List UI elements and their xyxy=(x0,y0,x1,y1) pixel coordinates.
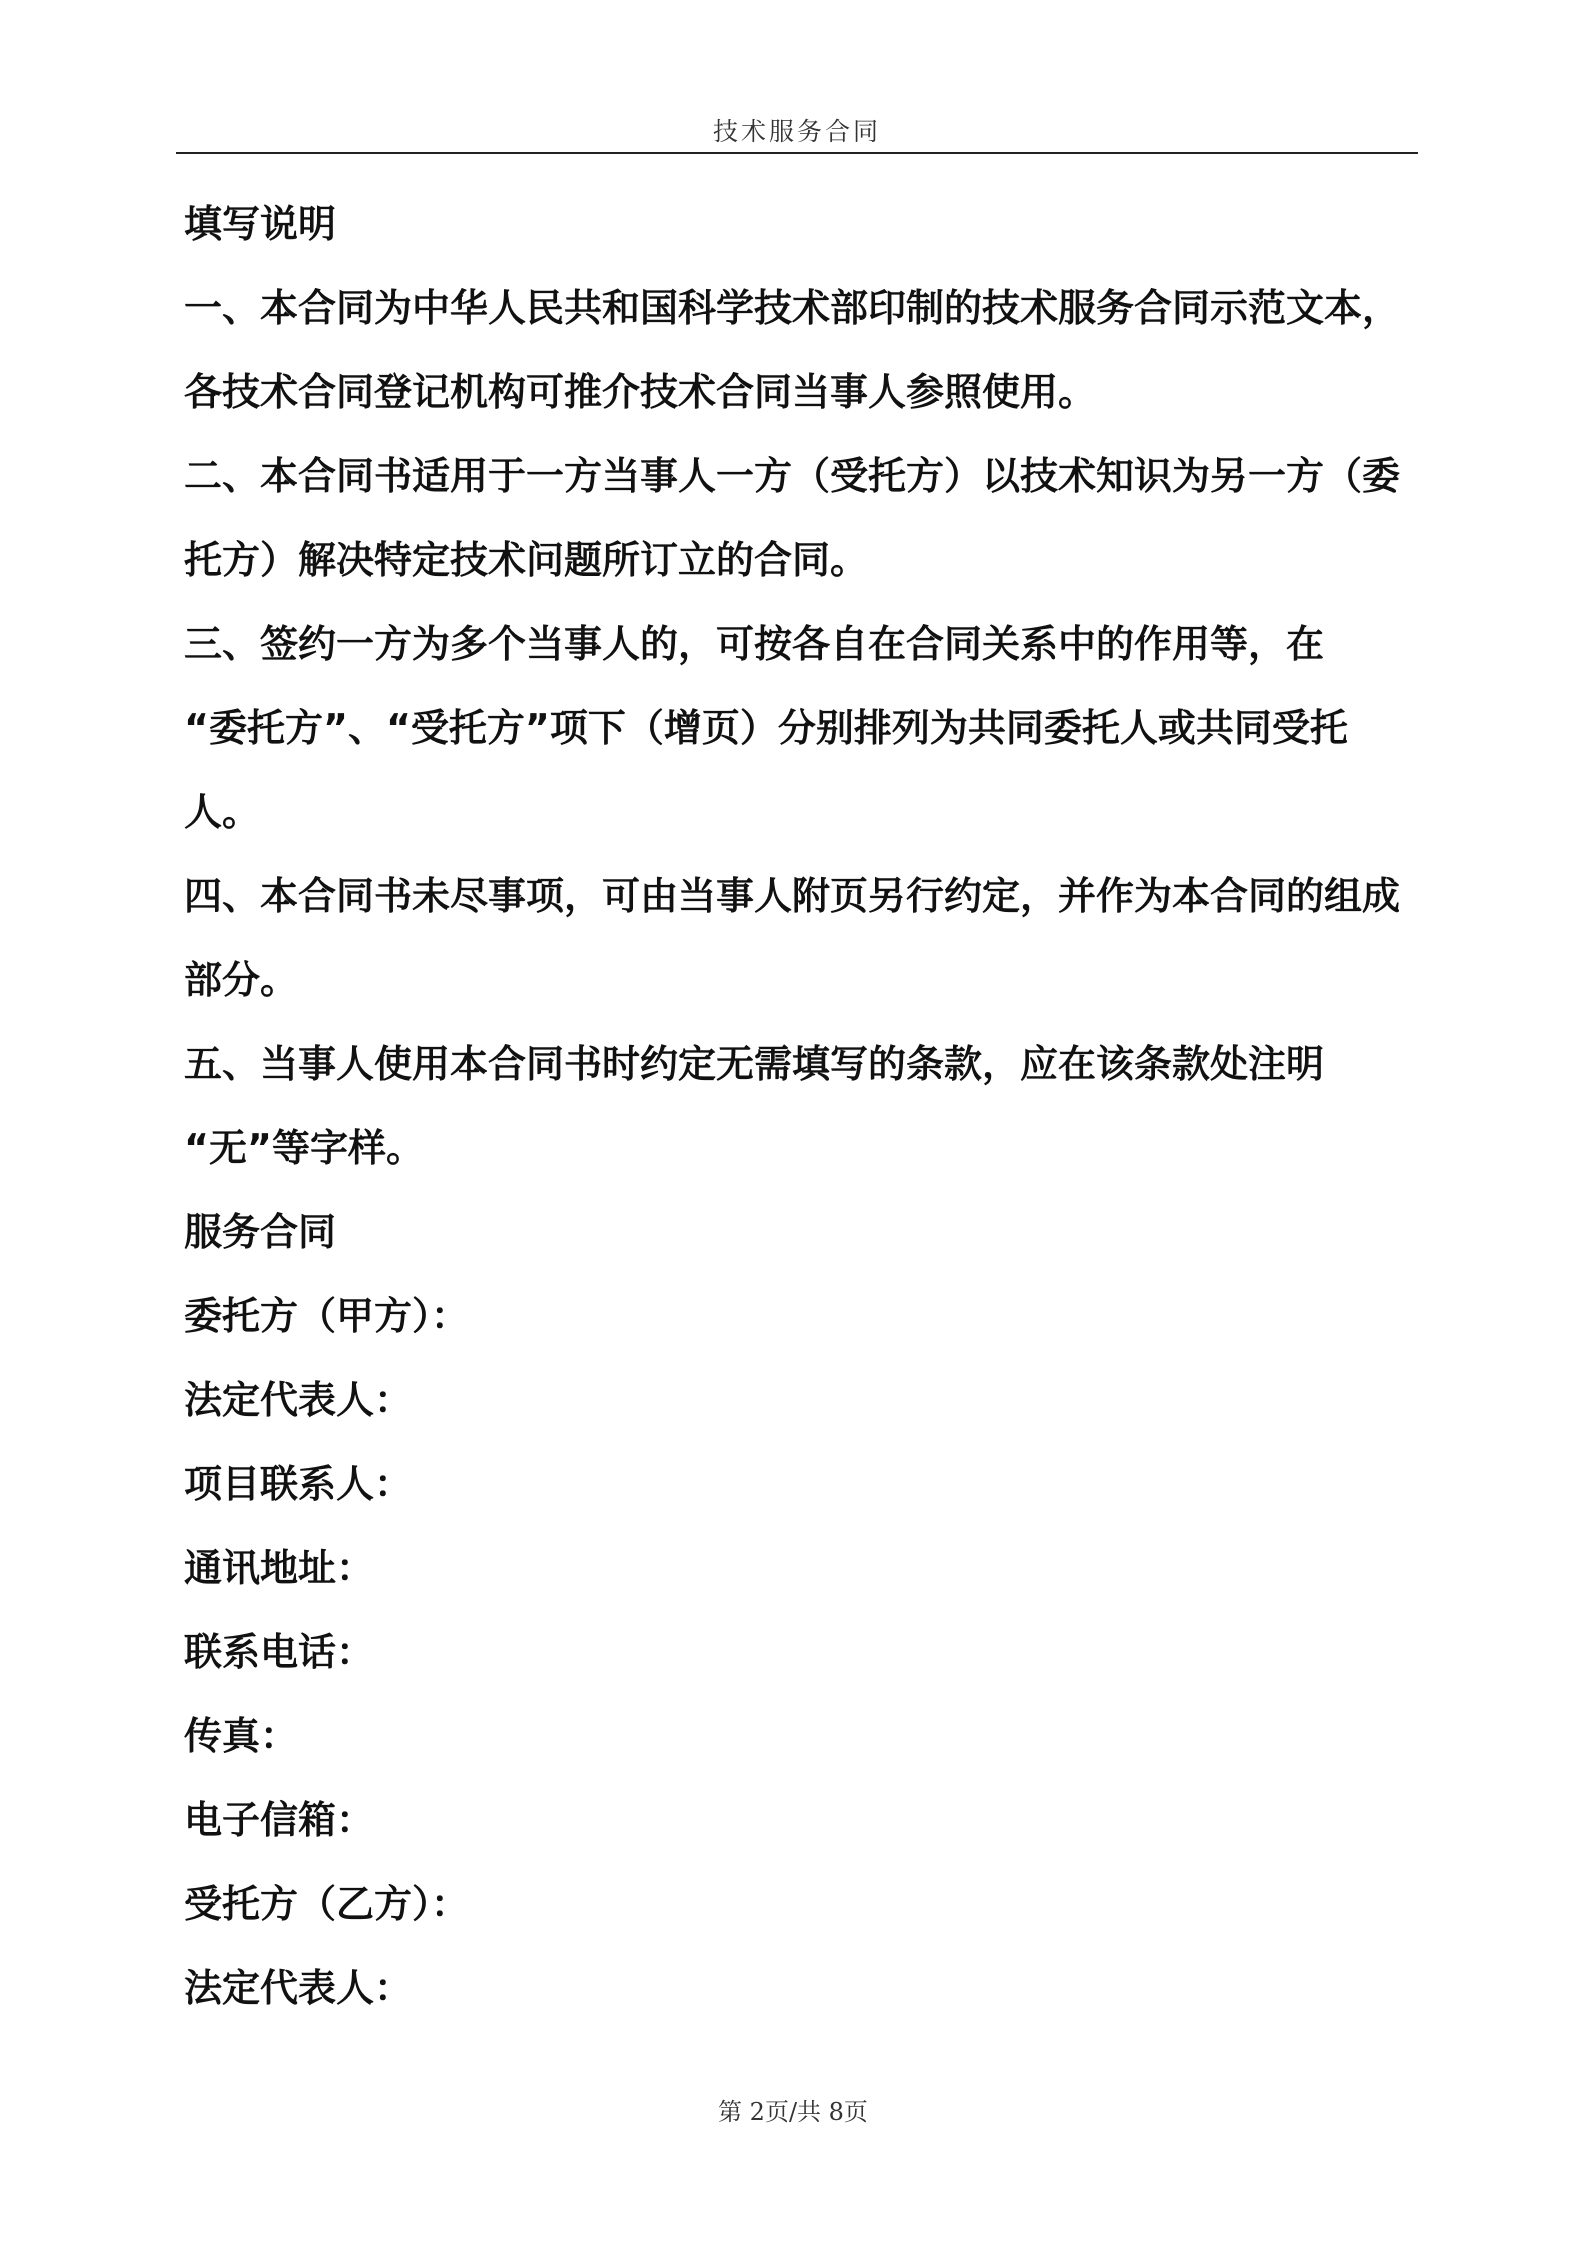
paragraph-line: 四、本合同书未尽事项，可由当事人附页另行约定，并作为本合同的组成 xyxy=(184,874,1401,918)
paragraph-line: 一、本合同为中华人民共和国科学技术部印制的技术服务合同示范文本， xyxy=(184,286,1401,330)
form-field-label: 通讯地址： xyxy=(184,1546,375,1590)
form-field-label: 委托方（甲方）： xyxy=(184,1294,470,1338)
paragraph-line: 二、本合同书适用于一方当事人一方（受托方）以技术知识为另一方（委 xyxy=(184,454,1401,498)
form-field-label: 项目联系人： xyxy=(184,1462,413,1506)
section-heading: 填写说明 xyxy=(184,202,337,246)
paragraph-line: 人。 xyxy=(184,790,261,834)
form-field-label: 法定代表人： xyxy=(184,1378,413,1422)
paragraph-line: 五、当事人使用本合同书时约定无需填写的条款，应在该条款处注明 xyxy=(184,1042,1325,1086)
form-field-label: 受托方（乙方）： xyxy=(184,1882,470,1926)
page-number-footer: 第 2页/共 8页 xyxy=(718,2098,868,2126)
paragraph-line: “委托方”、“受托方”项下（增页）分别排列为共同委托人或共同受托 xyxy=(184,706,1348,750)
header-divider xyxy=(176,152,1418,154)
page-header-title: 技术服务合同 xyxy=(712,117,881,146)
form-field-label: 电子信箱： xyxy=(184,1798,375,1842)
paragraph-line: 部分。 xyxy=(184,958,299,1002)
paragraph-line: 托方）解决特定技术问题所订立的合同。 xyxy=(184,538,869,582)
paragraph-line: “无”等字样。 xyxy=(184,1126,424,1170)
paragraph-line: 三、签约一方为多个当事人的，可按各自在合同关系中的作用等，在 xyxy=(184,622,1325,666)
document-body xyxy=(184,182,1424,2030)
form-field-label: 联系电话： xyxy=(184,1630,375,1674)
form-field-label: 法定代表人： xyxy=(184,1966,413,2010)
section-heading: 服务合同 xyxy=(184,1210,337,1254)
form-field-label: 传真： xyxy=(184,1714,299,1758)
paragraph-line: 各技术合同登记机构可推介技术合同当事人参照使用。 xyxy=(184,370,1097,414)
